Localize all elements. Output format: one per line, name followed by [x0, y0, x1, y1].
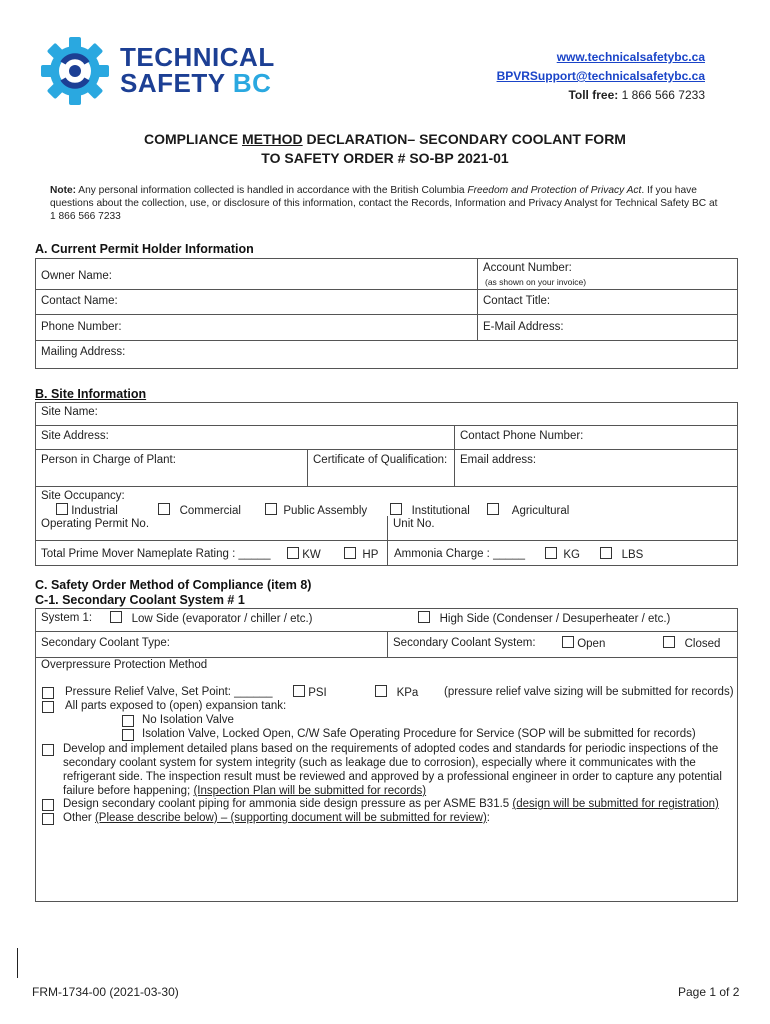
section-c-heading: C. Safety Order Method of Compliance (item 8): [35, 578, 312, 592]
closed-checkbox[interactable]: [663, 636, 675, 648]
low-side-checkbox[interactable]: [110, 611, 122, 623]
kg-checkbox[interactable]: [545, 547, 557, 559]
logo-line2a: SAFETY: [120, 68, 226, 98]
site-name-field[interactable]: Site Name:: [41, 406, 98, 418]
develop-line3: refrigerant side. The inspection result must be reviewed and approved by a professional engineer in order to capture any potential: [63, 771, 722, 783]
section-a-heading: A. Current Permit Holder Information: [35, 242, 254, 256]
occupancy-public[interactable]: Public Assembly: [265, 503, 367, 517]
low-side-option[interactable]: Low Side (evaporator / chiller / etc.): [110, 611, 312, 625]
section-b-heading: B. Site Information: [35, 387, 147, 401]
open-checkbox[interactable]: [562, 636, 574, 648]
develop-line2: secondary coolant system for system integrity (such as leakage due to corrosion), especially where it communicates with the: [63, 757, 696, 769]
tollfree-number: 1 866 566 7233: [621, 88, 705, 102]
expansion-label: All parts exposed to (open) expansion tank:: [65, 700, 287, 712]
develop-checkbox[interactable]: [42, 744, 54, 756]
open-option[interactable]: Open: [562, 636, 605, 650]
high-side-option[interactable]: High Side (Condenser / Desuperheater / etc.): [418, 611, 670, 625]
site-occupancy-label: Site Occupancy:: [41, 490, 125, 502]
psi-checkbox[interactable]: [293, 685, 305, 697]
system1-label: System 1:: [41, 612, 93, 624]
tollfree-label: Toll free:: [568, 88, 619, 102]
form-title-line2: TO SAFETY ORDER # SO-BP 2021-01: [261, 150, 509, 166]
isolation-locked-label: Isolation Valve, Locked Open, C/W Safe Operating Procedure for Service (SOP will be submitted for records): [142, 728, 696, 740]
occupancy-commercial[interactable]: Commercial: [158, 503, 241, 517]
isolation-locked-checkbox[interactable]: [122, 729, 134, 741]
other-checkbox[interactable]: [42, 813, 54, 825]
website-link[interactable]: www.technicalsafetybc.ca: [556, 50, 705, 64]
owner-name-field[interactable]: Owner Name:: [41, 270, 112, 282]
phone-number-field[interactable]: Phone Number:: [41, 321, 122, 333]
kw-checkbox[interactable]: [287, 547, 299, 559]
logo-line2b: BC: [232, 68, 272, 98]
account-number-field[interactable]: Account Number:: [483, 262, 572, 274]
no-isolation-checkbox[interactable]: [122, 715, 134, 727]
commercial-checkbox[interactable]: [158, 503, 170, 515]
contact-phone-field[interactable]: Contact Phone Number:: [460, 430, 584, 442]
occupancy-industrial[interactable]: Industrial: [56, 503, 118, 517]
institutional-checkbox[interactable]: [390, 503, 402, 515]
expansion-checkbox[interactable]: [42, 701, 54, 713]
develop-line1: Develop and implement detailed plans based on the requirements of adopted codes and standards for periodic inspections of the: [63, 743, 719, 755]
prime-mover-field[interactable]: Total Prime Mover Nameplate Rating : _____: [41, 548, 271, 560]
prv-checkbox[interactable]: [42, 687, 54, 699]
coolant-system-label: Secondary Coolant System:: [393, 637, 536, 649]
psi-option[interactable]: PSI: [293, 685, 327, 699]
agricultural-checkbox[interactable]: [487, 503, 499, 515]
logo-line1: TECHNICAL: [120, 42, 275, 72]
mailing-address-field[interactable]: Mailing Address:: [41, 346, 126, 358]
email-link[interactable]: BPVRSupport@technicalsafetybc.ca: [496, 69, 705, 83]
operating-permit-field[interactable]: Operating Permit No.: [41, 518, 150, 530]
coolant-type-field[interactable]: Secondary Coolant Type:: [41, 637, 170, 649]
section-c1-heading: C-1. Secondary Coolant System # 1: [35, 593, 245, 607]
high-side-checkbox[interactable]: [418, 611, 430, 623]
develop-line4: failure before happening; (Inspection Plan will be submitted for records): [63, 785, 427, 797]
gear-logo-icon: [40, 36, 110, 106]
hp-checkbox[interactable]: [344, 547, 356, 559]
privacy-note: Note: Any personal information collected is handled in accordance with the British Columbia Freedom and Protection of Privacy Act. If you have questions about the collection, use, or disclosure of this information, contact the Records, Information and Privacy Analyst for Technical Safety BC at 1 866 566 7233: [50, 185, 718, 222]
occupancy-agricultural[interactable]: Agricultural: [487, 503, 569, 517]
overpressure-label: Overpressure Protection Method: [41, 659, 208, 671]
design-checkbox[interactable]: [42, 799, 54, 811]
public-assembly-checkbox[interactable]: [265, 503, 277, 515]
person-in-charge-field[interactable]: Person in Charge of Plant:: [41, 454, 176, 466]
design-label: Design secondary coolant piping for ammonia side design pressure as per ASME B31.5 (design will be submitted for registration): [63, 798, 719, 810]
contact-name-field[interactable]: Contact Name:: [41, 295, 118, 307]
unit-hp[interactable]: HP: [344, 547, 378, 561]
industrial-checkbox[interactable]: [56, 503, 68, 515]
site-address-field[interactable]: Site Address:: [41, 430, 109, 442]
site-email-field[interactable]: Email address:: [460, 454, 537, 466]
prv-label: Pressure Relief Valve, Set Point: ______: [65, 686, 273, 698]
form-number: FRM-1734-00 (2021-03-30): [32, 985, 179, 999]
ammonia-charge-field[interactable]: Ammonia Charge : _____: [394, 548, 526, 560]
unit-no-field[interactable]: Unit No.: [393, 518, 435, 530]
unit-kw[interactable]: KW: [287, 547, 321, 561]
email-address-field[interactable]: E-Mail Address:: [483, 321, 564, 333]
no-isolation-label: No Isolation Valve: [142, 714, 234, 726]
unit-kg[interactable]: KG: [545, 547, 580, 561]
form-title-line1: COMPLIANCE METHOD DECLARATION– SECONDARY COOLANT FORM: [144, 131, 626, 147]
unit-lbs[interactable]: LBS: [600, 547, 643, 561]
logo-wordmark: [120, 44, 275, 96]
certificate-field[interactable]: Certificate of Qualification:: [313, 454, 448, 466]
occupancy-institutional[interactable]: Institutional: [390, 503, 470, 517]
lbs-checkbox[interactable]: [600, 547, 612, 559]
prv-note: (pressure relief valve sizing will be submitted for records): [444, 686, 734, 698]
kpa-option[interactable]: KPa: [375, 685, 418, 699]
kpa-checkbox[interactable]: [375, 685, 387, 697]
page-number: Page 1 of 2: [678, 985, 740, 999]
closed-option[interactable]: Closed: [663, 636, 720, 650]
account-number-hint: (as shown on your invoice): [485, 277, 587, 287]
contact-title-field[interactable]: Contact Title:: [483, 295, 551, 307]
other-label: Other (Please describe below) – (supporting document will be submitted for review):: [63, 812, 490, 824]
margin-mark: [17, 948, 18, 978]
